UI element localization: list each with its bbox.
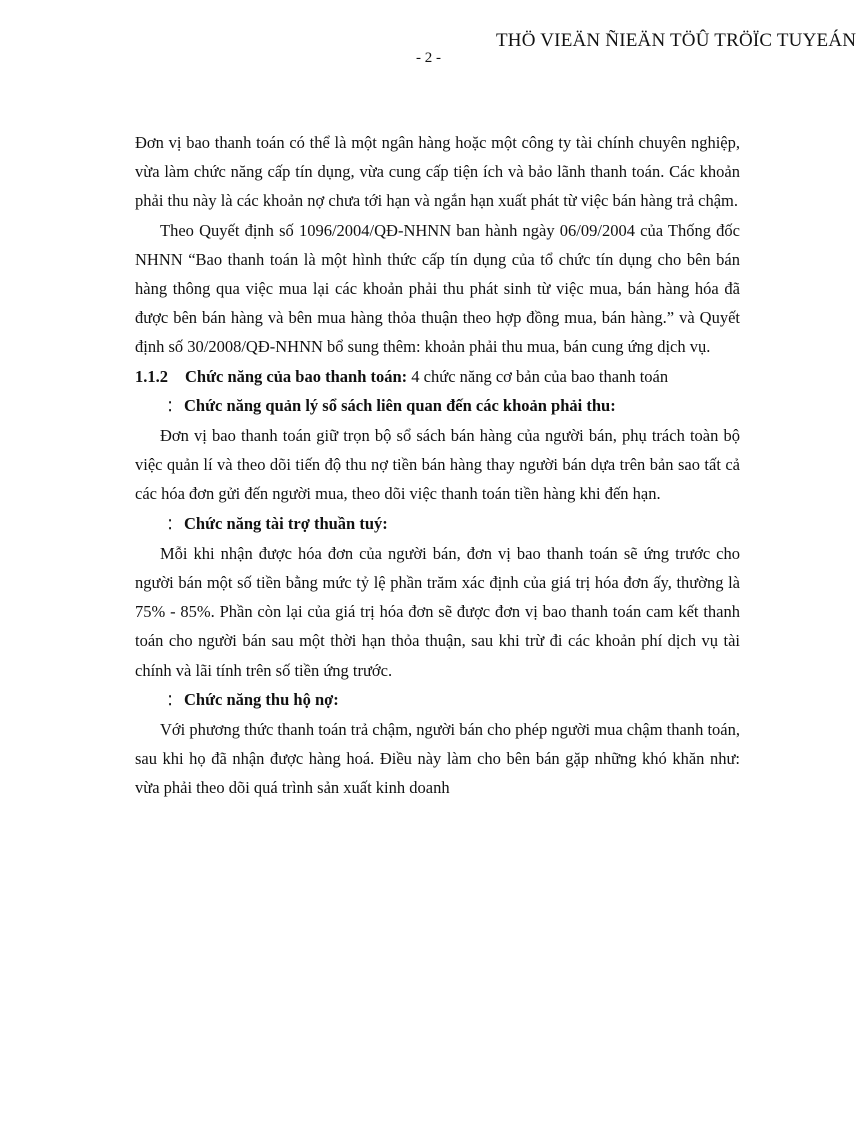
bullet-heading-1 <box>135 391 740 421</box>
bullet-icon: ⁚ <box>168 516 173 532</box>
section-subtitle: 4 chức năng cơ bản của bao thanh toán <box>407 366 669 386</box>
bullet-icon: ⁚ <box>168 692 173 708</box>
bullet-heading-2 <box>135 509 740 539</box>
paragraph-decision: Theo Quyết định số 1096/2004/QĐ-NHNN ban hành ngày 06/09/2004 của Thống đốc NHNN “Bao thanh toán là một hình thức cấp tín dụng của tổ chức tín dụng cho bên bán hàng thông qua việc mua lại các khoản phải thu phát sinh từ việc mua, bán hàng hóa đã được bên bán hàng và bên mua hàng thỏa thuận theo hợp đồng mua, bán hàng.” và Quyết định số 30/2008/QĐ-NHNN bổ sung thêm: khoản phải thu mua, bán cung ứng dịch vụ. <box>135 220 740 357</box>
bullet-title-2: Chức năng tài trợ thuần tuý: <box>184 513 388 533</box>
paragraph-bullet-2: Mỗi khi nhận được hóa đơn của người bán, đơn vị bao thanh toán sẽ ứng trước cho người bán một số tiền bằng mức tỷ lệ phần trăm xác định của giá trị hóa đơn ấy, thường là 75% - 85%. Phần còn lại của giá trị hóa đơn sẽ được đơn vị bao thanh toán cam kết thanh toán cho người bán sau một thời hạn thỏa thuận, sau khi trừ đi các khoản phí dịch vụ tài chính và lãi tính trên số tiền ứng trước. <box>135 543 740 680</box>
page-number: - 2 - <box>416 50 441 66</box>
bullet-title-3: Chức năng thu hộ nợ: <box>184 689 339 709</box>
section-number: 1.1.2 <box>135 366 168 386</box>
paragraph-bullet-3: Với phương thức thanh toán trả chậm, người bán cho phép người mua chậm thanh toán, sau khi họ đã nhận được hàng hoá. Điều này làm cho bên bán gặp những khó khăn như: vừa phải theo dõi quá trình sản xuất kinh doanh <box>135 720 740 798</box>
section-title: Chức năng của bao thanh toán: <box>185 366 408 386</box>
bullet-heading-3 <box>135 685 740 715</box>
section-heading <box>135 362 740 391</box>
document-body <box>135 128 740 803</box>
bullet-title-1: Chức năng quản lý sổ sách liên quan đến các khoản phải thu: <box>184 395 616 415</box>
bullet-icon: ⁚ <box>168 398 173 414</box>
paragraph-intro: Đơn vị bao thanh toán có thể là một ngân hàng hoặc một công ty tài chính chuyên nghiệp, vừa làm chức năng cấp tín dụng, vừa cung cấp tiện ích và bảo lãnh thanh toán. Các khoản phải thu này là các khoản nợ chưa tới hạn và ngắn hạn xuất phát từ việc bán hàng trả chậm. <box>135 133 740 211</box>
paragraph-bullet-1: Đơn vị bao thanh toán giữ trọn bộ sổ sách bán hàng của người bán, phụ trách toàn bộ việc quản lí và theo dõi tiến độ thu nợ tiền bán hàng thay người bán dựa trên bản sao tất cả các hóa đơn gửi đến người mua, theo dõi việc thanh toán tiền hàng khi đến hạn. <box>135 426 740 504</box>
watermark-header: THÖ VIEÄN ÑIEÄN TÖÛ TRÖÏC TUYEÁN <box>496 30 856 51</box>
